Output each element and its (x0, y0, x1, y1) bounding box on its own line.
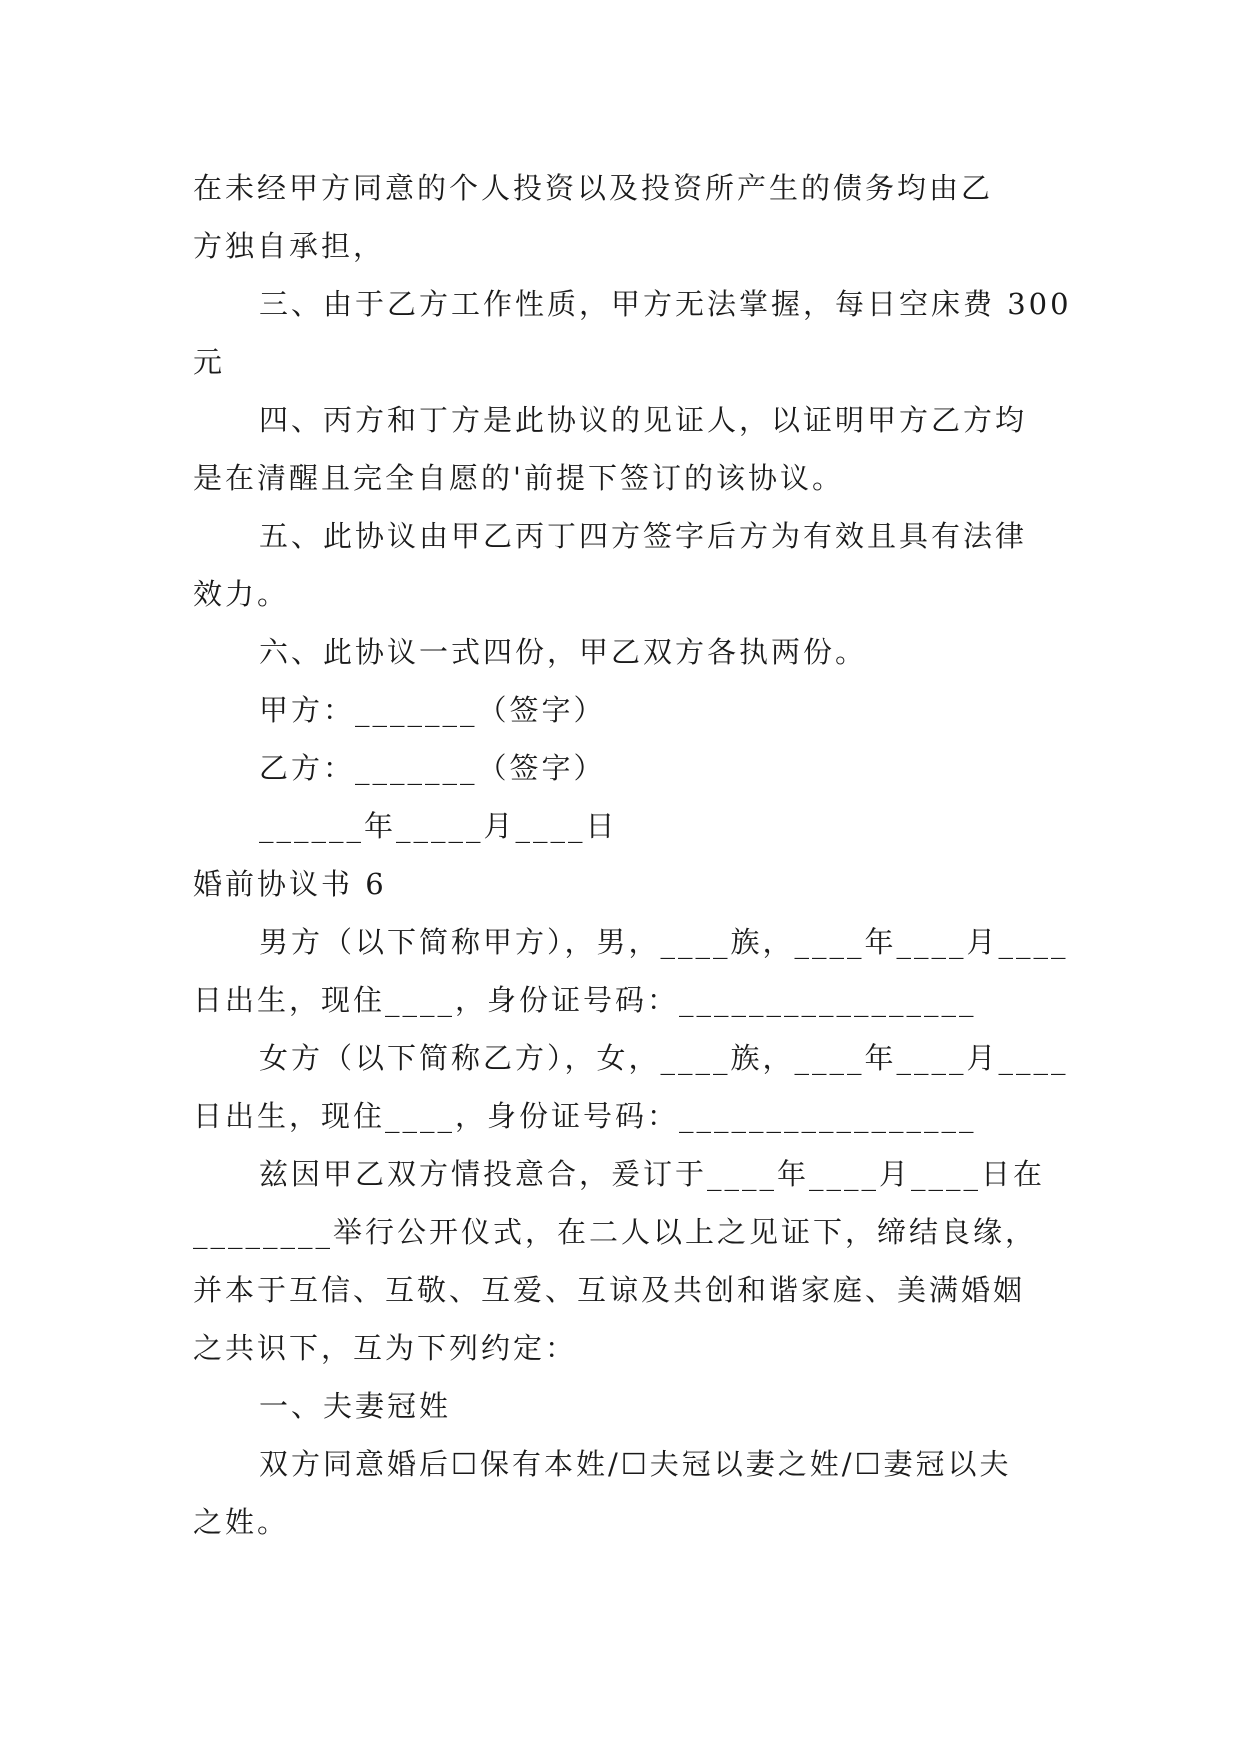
text-line: 女方（以下简称乙方），女，____族，____年____月____ (259, 1041, 1069, 1075)
text-line: 六、此协议一式四份，甲乙双方各执两份。 (259, 635, 868, 669)
date-line: ______年_____月____日 (259, 809, 618, 843)
text-line: 是在清醒且完全自愿的'前提下签订的该协议。 (193, 461, 844, 495)
signature-line-party-b: 乙方：_______（签字） (259, 751, 606, 785)
text-line: 效力。 (193, 577, 290, 611)
text-line: 之姓。 (193, 1505, 290, 1539)
text-line: 日出生，现住____，身份证号码：_________________ (193, 983, 977, 1017)
section-title: 婚前协议书 6 (193, 867, 387, 901)
text-line: 四、丙方和丁方是此协议的见证人，以证明甲方乙方均 (259, 403, 1028, 437)
text-line: 三、由于乙方工作性质，甲方无法掌握，每日空床费 300 (259, 287, 1072, 321)
text-line: 双方同意婚后☐保有本姓/☐夫冠以妻之姓/☐妻冠以夫 (259, 1447, 1012, 1481)
text-line: ________举行公开仪式，在二人以上之见证下，缔结良缘， (193, 1215, 1038, 1249)
signature-line-party-a: 甲方：_______（签字） (259, 693, 606, 727)
text-line: 在未经甲方同意的个人投资以及投资所产生的债务均由乙 (193, 171, 994, 205)
clause-heading: 一、夫妻冠姓 (259, 1389, 452, 1423)
text-line: 日出生，现住____，身份证号码：_________________ (193, 1099, 977, 1133)
text-line: 元 (193, 345, 226, 379)
text-line: 男方（以下简称甲方），男，____族，____年____月____ (259, 925, 1069, 959)
text-line: 五、此协议由甲乙丙丁四方签字后方为有效且具有法律 (259, 519, 1028, 553)
text-line: 方独自承担， (193, 229, 386, 263)
text-line: 兹因甲乙双方情投意合，爰订于____年____月____日在 (259, 1157, 1046, 1191)
text-line: 并本于互信、互敬、互爱、互谅及共创和谐家庭、美满婚姻 (193, 1273, 1026, 1307)
text-line: 之共识下，互为下列约定： (193, 1331, 578, 1365)
